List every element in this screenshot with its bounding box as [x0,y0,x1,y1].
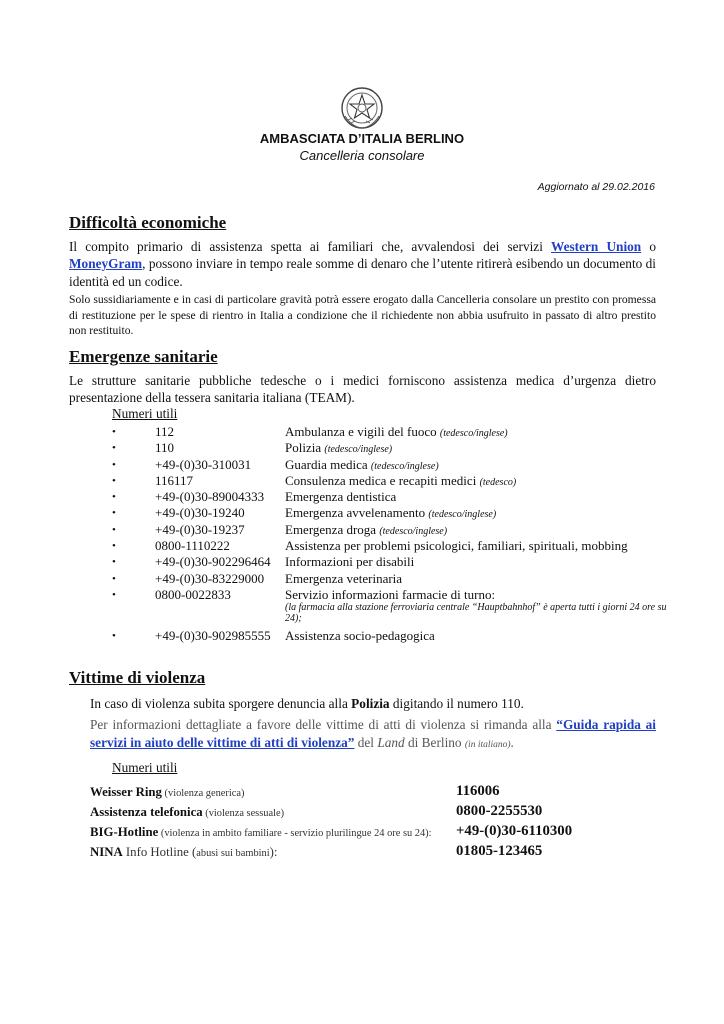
table-row [90,823,680,843]
list-item [110,522,670,538]
hotline-desc: abusi sui bambini [196,848,270,859]
language-note: (tedesco/inglese) [439,428,508,439]
desc-text: Emergenza droga [285,521,377,537]
language-note: (tedesco) [479,476,517,488]
text: o [641,239,656,254]
text: digitando il numero 110. [389,696,524,711]
hotline-desc-end: ): [269,845,278,859]
phone-number: 0800-0022833 [155,586,231,602]
hotline-title-rest: Info Hotline ( [122,845,197,859]
violence-paragraph-1 [90,695,656,713]
updated-date: Aggiornato al 29.02.2016 [537,181,655,193]
bullet: • [112,442,116,455]
text: del [354,734,378,750]
bullet: • [112,458,116,471]
list-item [110,505,670,521]
list-item [110,440,670,456]
hotline-name [90,805,284,820]
bullet: • [112,491,116,504]
phone-number: 0800-1110222 [155,538,230,554]
phone-number: +49-(0)30-310031 [155,456,252,472]
phone-number: +49-(0)30-902985555 [155,627,271,643]
desc-text: Assistenza per problemi psicologici, familiari, spirituali, mobbing [285,538,628,554]
language-note: (in italiano) [464,739,511,750]
hotline-desc: (violenza sessuale) [202,808,285,819]
desc-text: Informazioni per disabili [285,554,415,570]
hotline-title: BIG-Hotline [90,825,159,839]
list-item [110,424,670,440]
desc-text: Consulenza medica e recapiti medici [285,472,477,488]
hotline-name [90,785,244,800]
list-item [110,587,670,628]
table-row [90,843,680,863]
phone-number: +49-(0)30-19240 [155,505,245,521]
table-row [90,803,680,823]
health-paragraph: Le strutture sanitarie pubbliche tedesche o i medici forniscono assistenza medica d’urgenza dietro presentazione della tessera sanitaria italiana (TEAM). [69,373,656,406]
number-description [285,554,414,570]
hotline-number: +49-(0)30-6110300 [456,823,573,839]
pharmacy-note: (la farmacia alla stazione ferroviaria centrale “Hauptbahnhof” è aperta tutti i giorni 24 ore su 24); [285,601,667,624]
list-item [110,538,670,554]
table-row [90,783,680,803]
hotline-desc: (violenza in ambito familiare - servizio plurilingue 24 ore su 24): [158,828,432,839]
bullet: • [112,507,116,520]
bullet: • [112,426,116,438]
bullet: • [112,588,116,601]
text: di Berlino [404,734,465,750]
hotline-name [90,825,432,840]
desc-text: Ambulanza e vigili del fuoco [285,424,437,439]
bullet: • [112,540,116,553]
number-description [285,587,495,603]
police-bold: Polizia [351,696,390,711]
moneygram-link[interactable]: MoneyGram [69,256,143,272]
phone-number: 116117 [155,472,194,488]
guide-link[interactable]: “Guida rapida ai servizi in aiuto delle vittime di atti di violenza” [90,717,656,750]
list-item [110,554,670,570]
list-item [110,628,670,644]
economic-paragraph-2: Solo sussidiariamente e in casi di particolare gravità potrà essere erogato dalla Cancelleria consolare un prestito con promessa di restituzione per le spese di rientro in Italia a condizione che il richiedente non abbia usufruito in passato di altro prestito non restituito. [69,293,656,338]
hotline-number: 116006 [456,783,500,799]
hotline-desc: (violenza generica) [161,788,245,799]
section-title-economic: Difficoltà economiche [69,213,227,232]
number-description [285,538,628,554]
phone-number: 112 [155,424,175,439]
desc-text: Polizia [285,440,322,456]
economic-paragraph-1 [69,238,656,290]
phone-number: +49-(0)30-19237 [155,521,245,537]
bullet: • [112,572,116,585]
hotline-title: Assistenza telefonica [90,805,203,819]
list-item [110,473,670,489]
text: , possono inviare in tempo reale somme di denaro che l’utente ritirerà esibendo un documento di identità ed un codice. [69,256,656,289]
language-note: (tedesco/inglese) [324,444,393,456]
phone-number: +49-(0)30-902296464 [155,554,271,570]
embassy-title: AMBASCIATA D’ITALIA BERLINO [259,131,465,146]
language-note: (tedesco/inglese) [379,525,448,537]
hotline-title: Weisser Ring [90,785,162,799]
hotline-name [90,845,277,860]
text: Il compito primario di assistenza spetta ai familiari che, avvalendosi dei servizi [69,239,552,254]
desc-text: Assistenza socio-pedagogica [285,627,435,643]
section-title-violence: Vittime di violenza [69,668,206,687]
number-description [285,571,402,587]
desc-text: Emergenza dentistica [285,489,397,505]
hotlines-table [90,783,680,863]
bullet: • [112,523,116,536]
land-italic: Land [377,734,405,750]
desc-text: Guardia medica [285,456,368,472]
phone-number: +49-(0)30-89004333 [155,489,265,505]
desc-text: Emergenza veterinaria [285,570,403,586]
section-title-health: Emergenze sanitarie [69,347,218,366]
phone-number: +49-(0)30-83229000 [155,570,265,586]
bullet: • [112,629,116,642]
text: . [510,734,514,750]
violence-paragraph-2 [90,716,656,754]
italian-republic-emblem-icon [340,86,384,130]
language-note: (tedesco/inglese) [428,509,497,521]
numbers-title-violence: Numeri utili [112,760,178,775]
hotline-number: 01805-123465 [456,843,543,859]
phone-number: 110 [155,440,175,456]
hotline-title: NINA [90,845,123,859]
text: In caso di violenza subita sporgere denuncia alla [90,696,352,711]
list-item [110,457,670,473]
number-description [285,489,396,505]
text: Per informazioni dettagliate a favore delle vittime di atti di violenza si rimanda alla [90,717,557,732]
list-item [110,571,670,587]
desc-text: Emergenza avvelenamento [285,505,426,521]
language-note: (tedesco/inglese) [370,460,439,472]
desc-text: Servizio informazioni farmacie di turno: [285,586,496,602]
embassy-subtitle: Cancelleria consolare [299,148,425,163]
list-item [110,489,670,505]
number-description [285,628,435,644]
numbers-title-health: Numeri utili [112,406,178,421]
bullet: • [112,556,116,569]
bullet: • [112,474,116,487]
hotline-number: 0800-2255530 [456,803,543,819]
western-union-link[interactable]: Western Union [551,239,642,254]
health-numbers-list [110,424,670,644]
